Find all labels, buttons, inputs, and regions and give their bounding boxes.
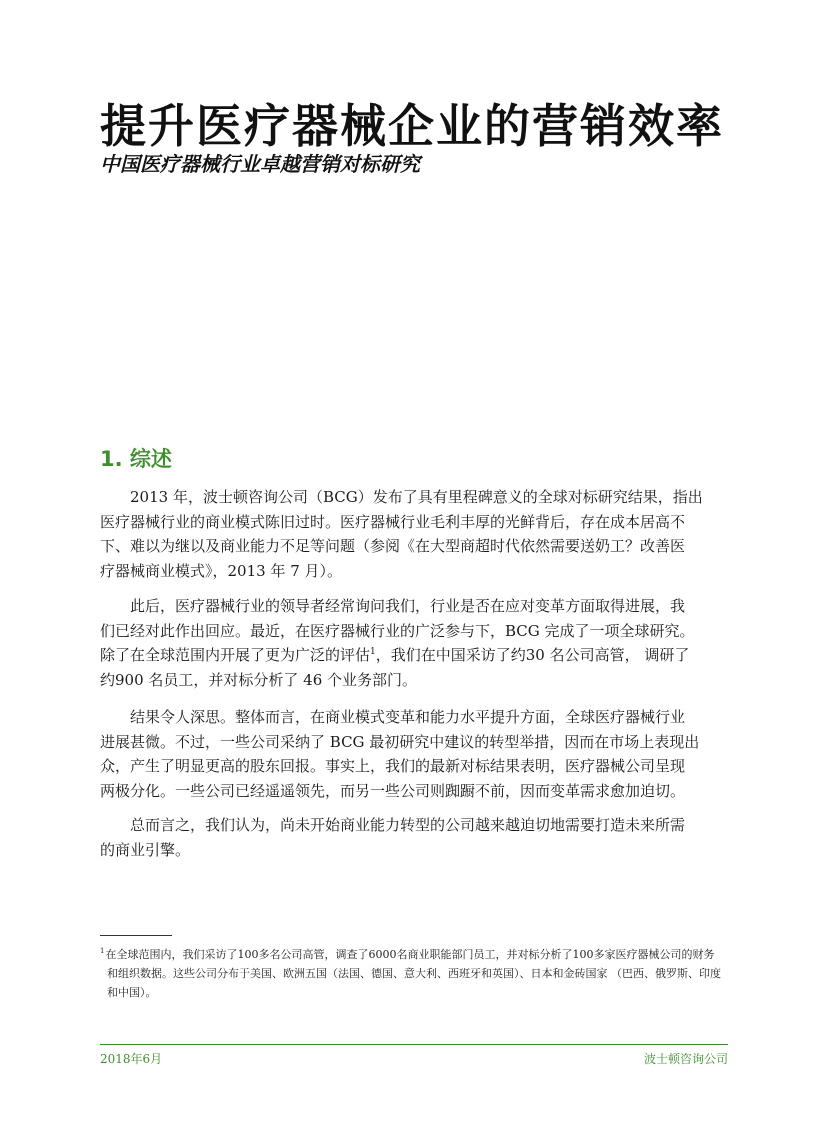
paragraph-line: 疗器械商业模式》，2013 年 7 月）。 [100, 561, 343, 580]
paragraph-line: 结果令人深思。整体而言，在商业模式变革和能力水平提升方面，全球医疗器械行业 [130, 708, 686, 726]
document-subtitle: 中国医疗器械行业卓越营销对标研究 [100, 152, 420, 176]
footnote-text: 在全球范围内，我们采访了100多名公司高管，调查了6000名商业职能部门员工，并对标分析了100多家医疗器械公司的财务 [105, 948, 715, 961]
paragraph-line: 们已经对此作出回应。最近，在医疗器械行业的广泛参与下，BCG 完成了一项全球研究。 [100, 621, 695, 640]
paragraph-line: 的商业引擎。 [100, 840, 191, 859]
paragraph-line: 约900 名员工，并对标分析了 46 个业务部门。 [100, 670, 418, 689]
paragraph-line: 众，产生了明显更高的股东回报。事实上，我们的最新对标结果表明，医疗器械公司呈现 [100, 757, 686, 775]
paragraph-2 [100, 594, 730, 692]
paragraph-text: 除了在全球范围内开展了更为广泛的评估 [100, 646, 371, 664]
paragraph-line: 下、难以为继以及商业能力不足等问题（参阅《在大型商超时代依然需要送奶工？改善医 [100, 537, 686, 555]
footer-divider [100, 1044, 728, 1045]
paragraph-line: 医疗器械行业的商业模式陈旧过时。医疗器械行业毛利丰厚的光鲜背后，存在成本居高不 [100, 512, 686, 531]
footer-organization: 波士顿咨询公司 [643, 1052, 728, 1066]
paragraph-line: 进展甚微。不过，一些公司采纳了 BCG 最初研究中建议的转型举措，因而在市场上表现出 [100, 732, 700, 751]
paragraph-line: 此后，医疗器械行业的领导者经常询问我们，行业是否在应对变革方面取得进展，我 [130, 597, 686, 615]
footnote-line [100, 945, 732, 964]
paragraph-line: 2013 年，波士顿咨询公司（BCG）发布了具有里程碑意义的全球对标研究结果，指出 [130, 488, 703, 506]
paragraph-4 [100, 813, 730, 862]
paragraph-text: ，我们在中国采访了约30 名公司高管， 调研了 [375, 646, 690, 664]
footnote-divider [100, 935, 172, 936]
paragraph-line: 两极分化。一些公司已经遥遥领先，而另一些公司则踟蹰不前，因而变革需求愈加迫切。 [100, 781, 686, 800]
paragraph-1 [100, 485, 730, 583]
document-title: 提升医疗器械企业的营销效率 [100, 99, 724, 153]
paragraph-3 [100, 705, 730, 803]
footnote-mark: 1 [100, 947, 105, 955]
footer-date: 2018年6月 [100, 1052, 163, 1066]
paragraph-line: 总而言之，我们认为，尚未开始商业能力转型的公司越来越迫切地需要打造未来所需 [130, 816, 686, 834]
footnote-line: 和中国）。 [107, 986, 157, 999]
paragraph-line [100, 643, 730, 668]
footnote-reference[interactable]: 1 [370, 647, 376, 657]
footnote-line: 和组织数据。这些公司分布于美国、欧洲五国（法国、德国、意大利、西班牙和英国）、日本和金砖国家 （巴西、俄罗斯、印度 [107, 967, 721, 980]
footnote [100, 945, 732, 1002]
section-heading: 1. 综述 [100, 447, 172, 471]
